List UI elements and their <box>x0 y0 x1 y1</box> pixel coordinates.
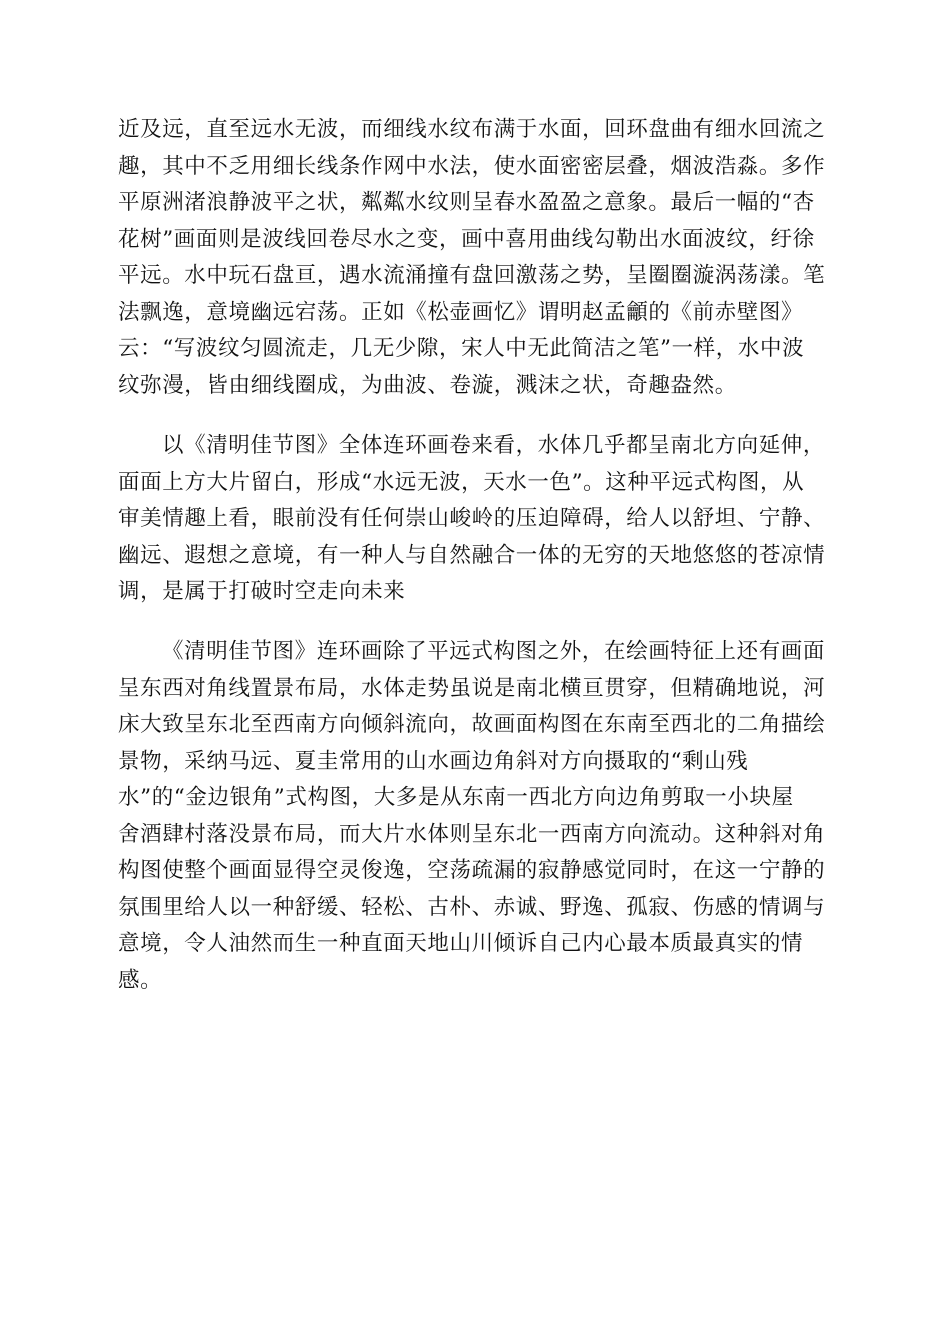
text-line: 意境，令人油然而生一种直面天地山川倾诉自己内心最本质最真实的情 <box>118 931 804 956</box>
text-line: 氛围里给人以一种舒缓、轻松、古朴、赤诚、野逸、孤寂、伤感的情调与 <box>118 894 826 920</box>
text-line: 云：“写波纹匀圆流走，几无少隙，宋人中无此简洁之笔”一样，水中波 <box>118 336 805 361</box>
paragraph-water-ripples <box>118 112 838 404</box>
text-line: 以《清明佳节图》全体连环画卷来看，水体几乎都呈南北方向延伸， <box>162 433 826 458</box>
text-line: 近及远，直至远水无波，而细线水纹布满于水面，回环盘曲有细水回流之 <box>118 117 826 142</box>
text-line: 法飘逸，意境幽远宕荡。正如《松壶画忆》谓明赵孟龥的《前赤壁图》 <box>118 299 804 325</box>
paragraph-level-distance-composition <box>118 428 838 611</box>
text-line: 呈东西对角线置景布局，水体走势虽说是南北横亘贯穿，但精确地说，河 <box>118 675 826 701</box>
text-line: 平远。水中玩石盘亘，遇水流涌撞有盘回激荡之势，呈圈圈漩涡荡漾。笔 <box>118 263 826 288</box>
text-line: 趣，其中不乏用细长线条作网中水法，使水面密密层叠，烟波浩淼。多作 <box>118 153 826 179</box>
text-line: 水”的“金边银角”式构图，大多是从东南一西北方向边角剪取一小块屋 <box>118 785 794 810</box>
text-line: 舍酒肆村落没景布局，而大片水体则呈东北一西南方向流动。这种斜对角 <box>118 821 826 847</box>
text-line: 审美情趣上看，眼前没有任何崇山峻岭的压迫障碍，给人以舒坦、宁静、 <box>118 506 826 531</box>
text-line: 景物，采纳马远、夏圭常用的山水画边角斜对方向摄取的“剩山残 <box>118 748 749 774</box>
text-line: 平原洲渚浪静波平之状，粼粼水纹则呈春水盈盈之意象。最后一幅的“杏 <box>118 190 815 215</box>
text-line: 纹弥漫，皆由细线圈成，为曲波、卷漩，溅沫之状，奇趣盎然。 <box>118 372 737 398</box>
text-line: 构图使整个画面显得空灵俊逸，空荡疏漏的寂静感觉同时，在这一宁静的 <box>118 858 826 883</box>
text-line: 幽远、遐想之意境，有一种人与自然融合一体的无穷的天地悠悠的苍凉情 <box>118 542 826 568</box>
text-line: 调，是属于打破时空走向未来 <box>118 579 406 604</box>
text-line: 面面上方大片留白，形成“水远无波，天水一色”。这种平远式构图，从 <box>118 469 805 495</box>
paragraph-diagonal-composition <box>118 634 838 999</box>
text-line: 床大致呈东北至西南方向倾斜流向，故画面构图在东南至西北的二角描绘 <box>118 712 826 737</box>
text-line: 感。 <box>118 967 163 993</box>
text-line: 《清明佳节图》连环画除了平远式构图之外，在绘画特征上还有画面 <box>162 639 826 664</box>
text-line: 花树”画面则是波线回卷尽水之变，画中喜用曲线勾勒出水面波纹，纡徐 <box>118 226 815 252</box>
